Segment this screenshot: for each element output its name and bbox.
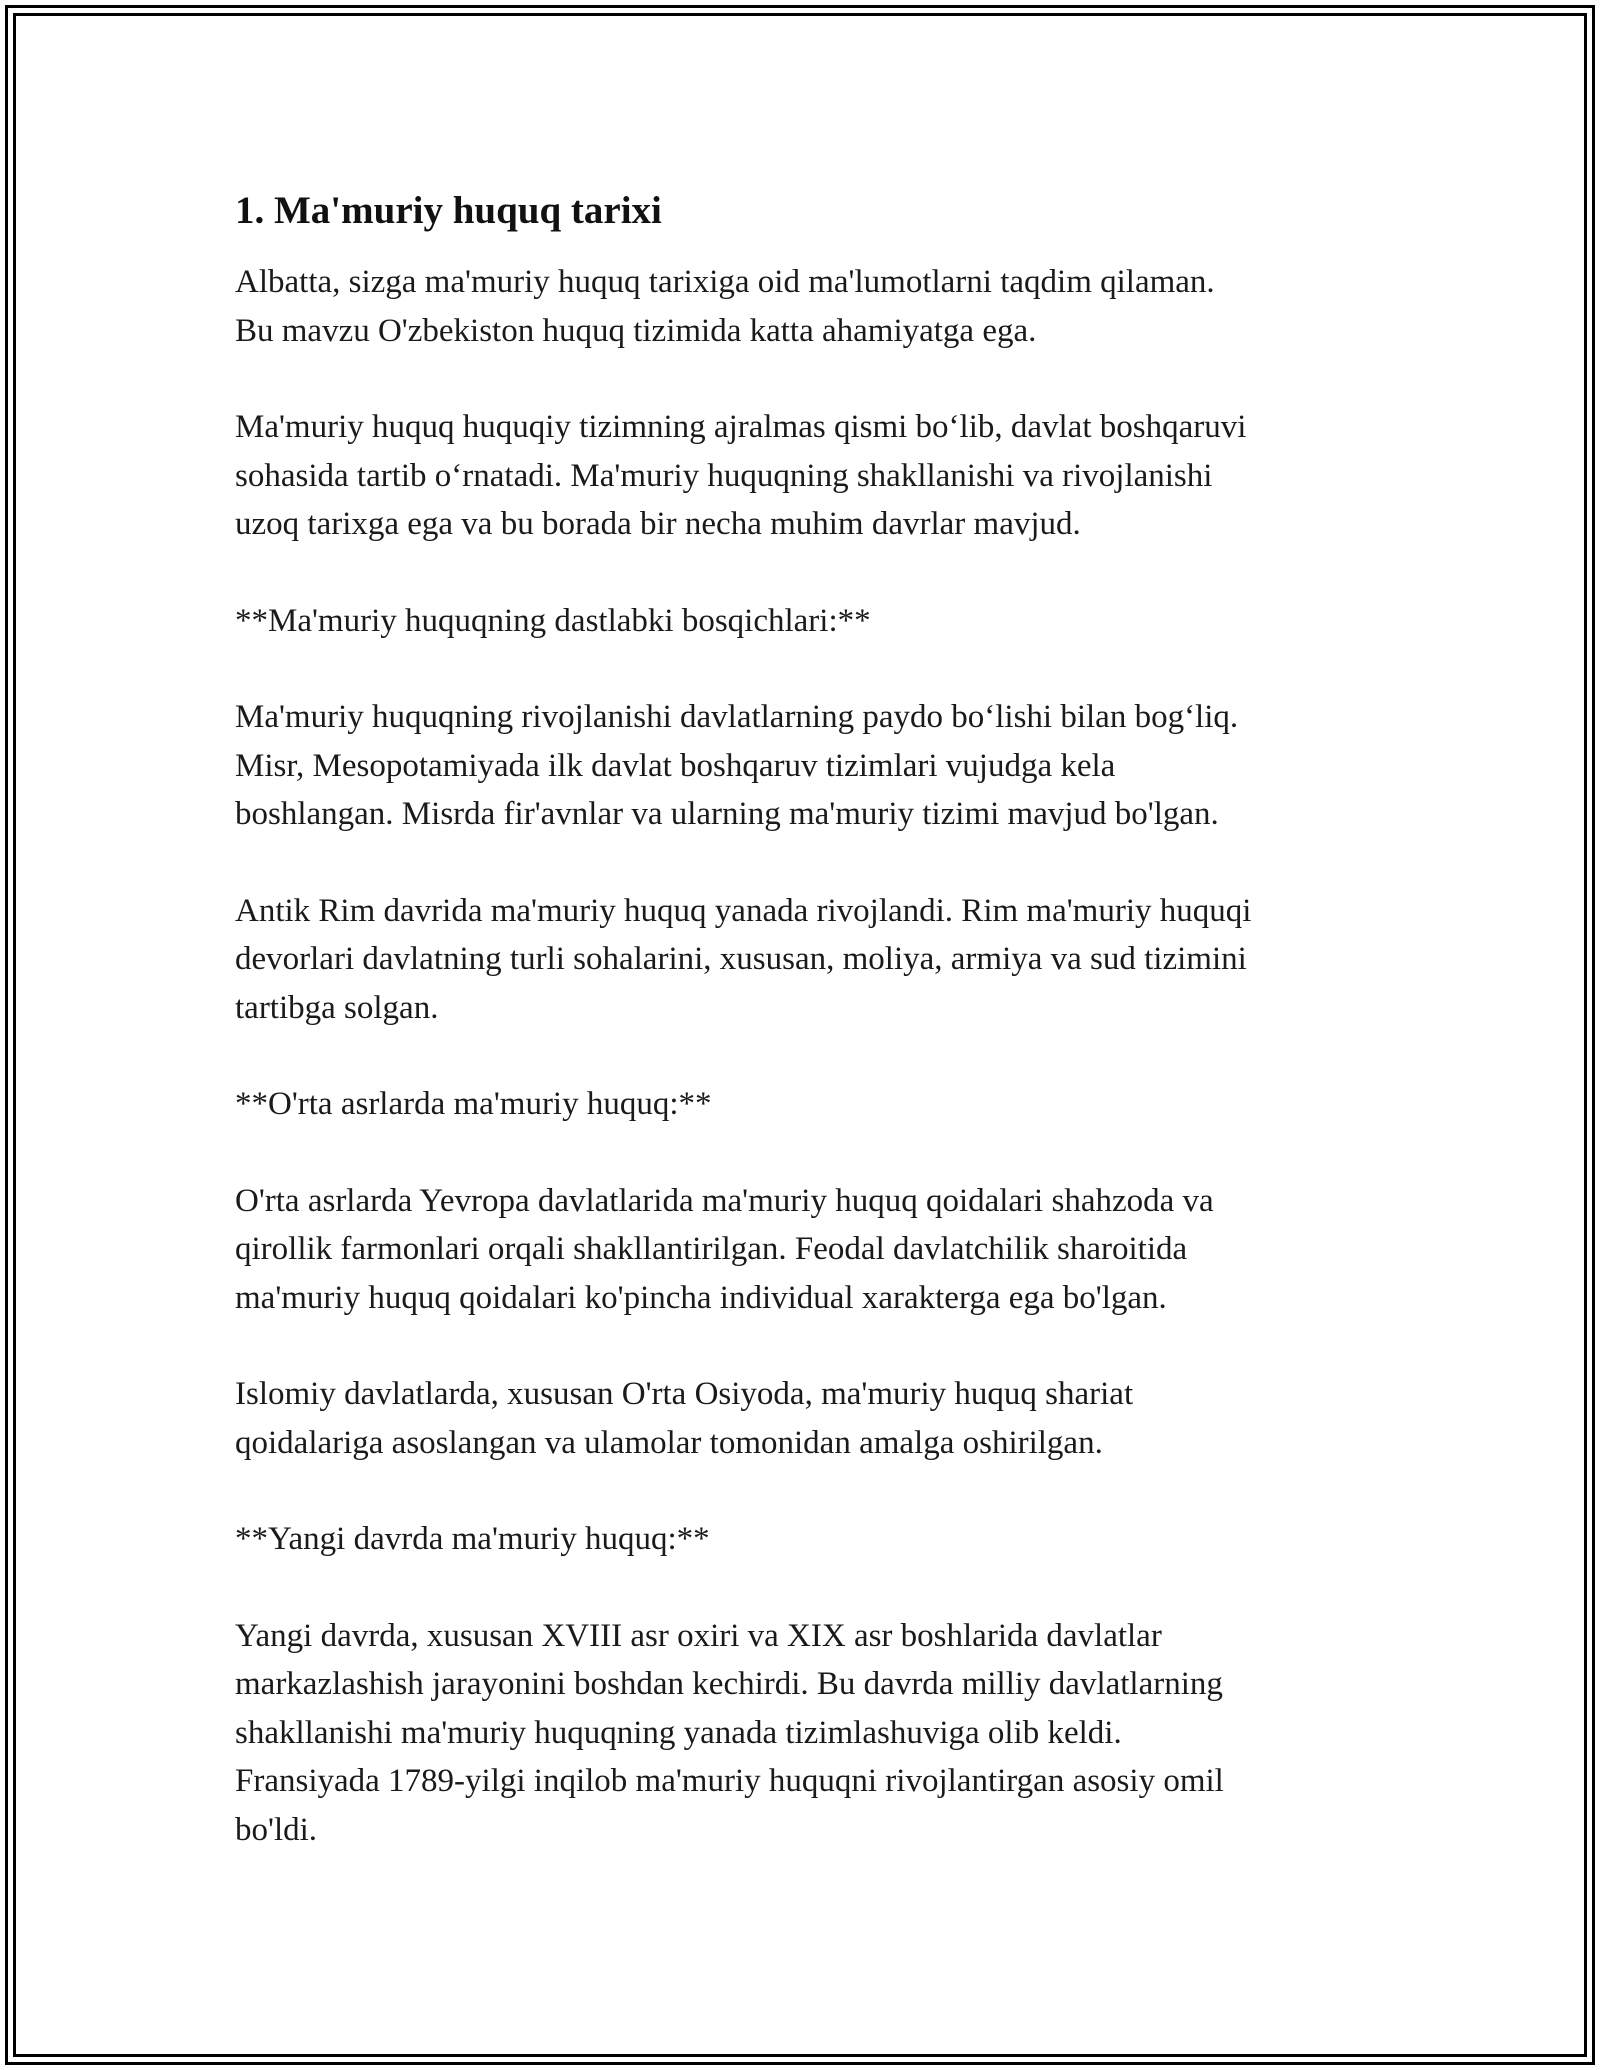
paragraph-modern-era: Yangi davrda, xususan XVIII asr oxiri va XIX asr boshlarida davlatlar markazlashish jarayonini boshdan kechirdi. Bu davrda milliy davlatlarning shakllanishi ma'muriy huquqning yanada tizimlashuviga olib keldi. Fransiyada 1789-yilgi inqilob ma'muriy huquqni rivojlantirgan asosiy omil bo'ldi. (235, 1617, 1224, 1848)
document-title: 1. Ma'muriy huquq tarixi (235, 189, 662, 232)
paragraph-islamic-states: Islomiy davlatlarda, xususan O'rta Osiyoda, ma'muriy huquq shariat qoidalariga asoslangan va ulamolar tomonidan amalga oshirilgan. (235, 1376, 1134, 1461)
document-body (235, 184, 1415, 1902)
paragraph-medieval-europe: O'rta asrlarda Yevropa davlatlarida ma'muriy huquq qoidalari shahzoda va qirollik farmonlari orqali shakllantirilgan. Feodal davlatchilik sharoitida ma'muriy huquq qoidalari ko'pincha individual xarakterga ega bo'lgan. (235, 1182, 1214, 1316)
paragraph-overview: Ma'muriy huquq huquqiy tizimning ajralmas qismi bo‘lib, davlat boshqaruvi sohasida tartib o‘rnatadi. Ma'muriy huquqning shakllanishi va rivojlanishi uzoq tarixga ega va bu borada bir necha muhim davrlar mavjud. (235, 409, 1247, 542)
paragraph-intro: Albatta, sizga ma'muriy huquq tarixiga oid ma'lumotlarni taqdim qilaman. Bu mavzu O'zbekiston huquq tizimida katta ahamiyatga ega. (235, 264, 1215, 349)
section-heading-middle-ages: **O'rta asrlarda ma'muriy huquq:** (235, 1086, 712, 1122)
paragraph-ancient-states: Ma'muriy huquqning rivojlanishi davlatlarning paydo bo‘lishi bilan bog‘liq. Misr, Mesopotamiyada ilk davlat boshqaruv tizimlari vujudga kela boshlangan. Misrda fir'avnlar va ularning ma'muriy tizimi mavjud bo'lgan. (235, 699, 1239, 832)
section-heading-modern-era: **Yangi davrda ma'muriy huquq:** (235, 1521, 710, 1557)
section-heading-early-stages: **Ma'muriy huquqning dastlabki bosqichlari:** (235, 602, 871, 639)
paragraph-ancient-rome: Antik Rim davrida ma'muriy huquq yanada rivojlandi. Rim ma'muriy huquqi devorlari davlatning turli sohalarini, xususan, moliya, armiya va sud tizimini tartibga solgan. (235, 892, 1252, 1026)
